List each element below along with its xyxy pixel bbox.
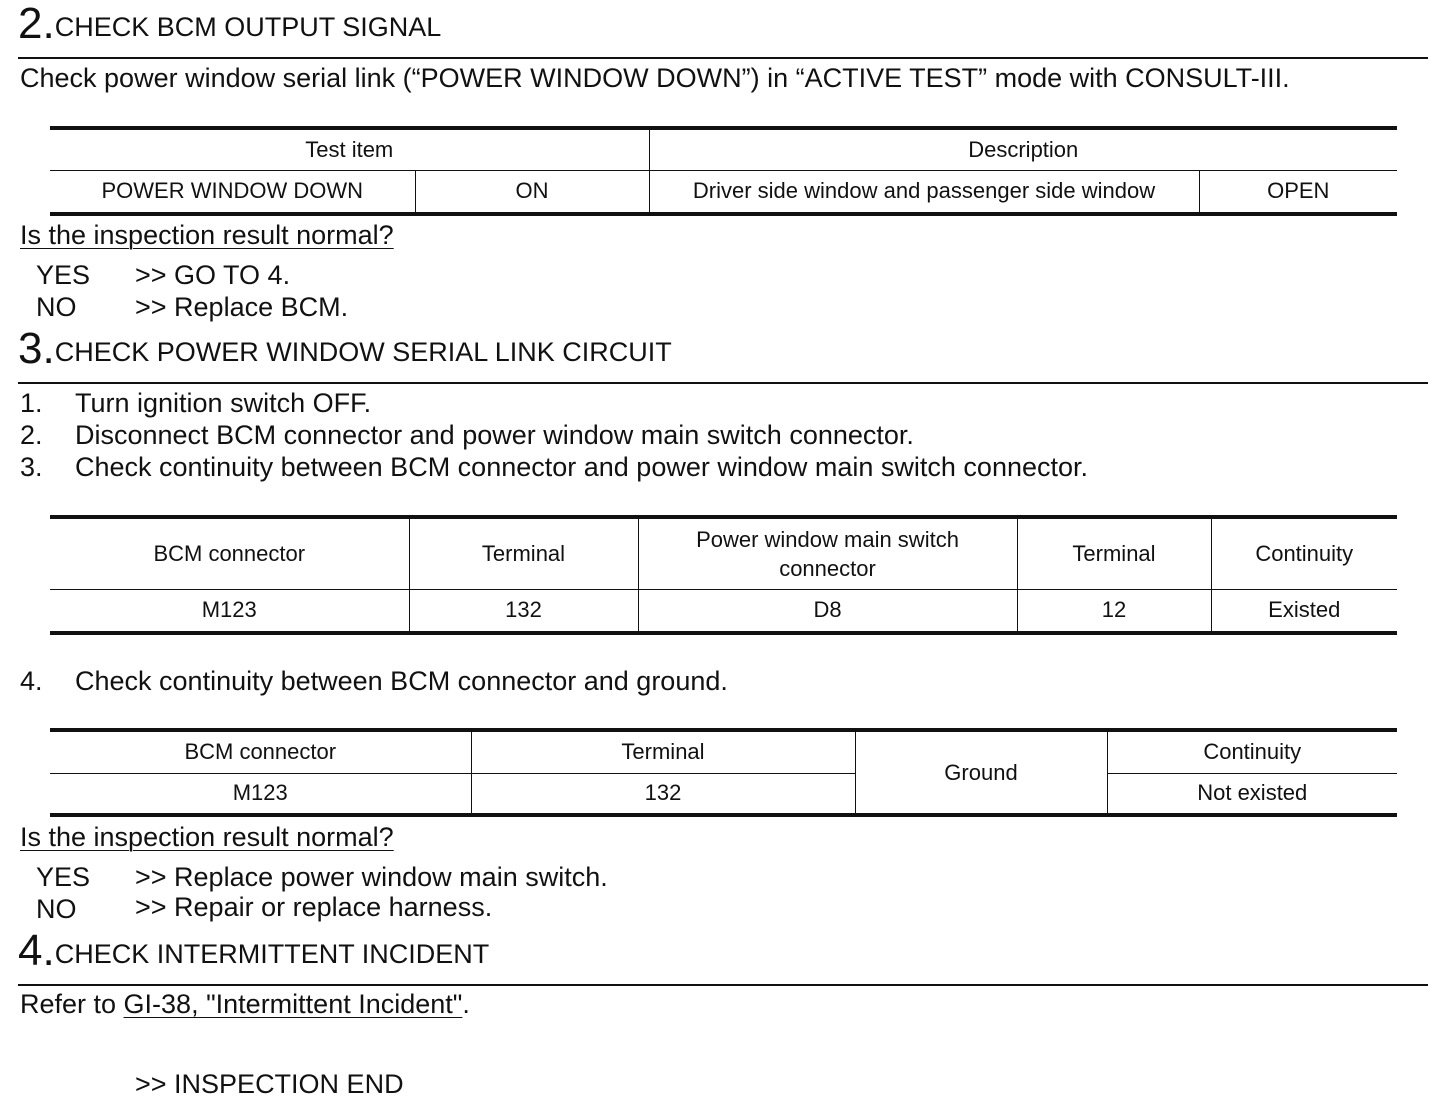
answer-value: >> Replace power window main switch. <box>135 862 608 892</box>
refer-text <box>20 988 470 1020</box>
table-cell: 132 <box>471 773 855 815</box>
answer-key: NO <box>36 292 77 322</box>
table-cell: M123 <box>50 773 471 815</box>
table-header: Terminal <box>1017 517 1211 589</box>
table-header: Terminal <box>409 517 638 589</box>
table-cell: Existed <box>1211 589 1397 633</box>
step-2-instruction: Check power window serial link (“POWER WINDOW DOWN”) in “ACTIVE TEST” mode with CONSULT-III. <box>20 63 1290 93</box>
ground-continuity-table <box>50 728 1397 817</box>
step-2-heading <box>18 2 441 46</box>
step-number: 4. <box>18 926 55 975</box>
answer-value: >> GO TO 4. <box>135 260 291 290</box>
step-3-heading <box>18 324 672 373</box>
divider <box>18 382 1428 384</box>
step-number: 3. <box>18 324 55 373</box>
table-cell: 132 <box>409 589 638 633</box>
table-header: BCM connector <box>50 517 409 589</box>
table-header: Terminal <box>471 730 855 773</box>
table-cell: ON <box>415 170 649 214</box>
reference-link[interactable]: GI-38, "Intermittent Incident" <box>123 989 463 1019</box>
list-text: Check continuity between BCM connector and power window main switch connector. <box>75 452 1089 482</box>
table-cell: OPEN <box>1199 170 1397 214</box>
inspection-question: Is the inspection result normal? <box>20 220 394 250</box>
table-header: Continuity <box>1107 730 1397 773</box>
answer-key: NO <box>36 894 77 924</box>
table-header: Continuity <box>1211 517 1397 589</box>
refer-suffix: . <box>462 989 470 1019</box>
answer-value: >> Repair or replace harness. <box>135 892 493 922</box>
divider <box>18 984 1428 986</box>
table-cell: POWER WINDOW DOWN <box>50 170 415 214</box>
table-header: BCM connector <box>50 730 471 773</box>
table-cell: D8 <box>638 589 1017 633</box>
table-cell: 12 <box>1017 589 1211 633</box>
continuity-table <box>50 515 1397 635</box>
answer-key: YES <box>36 862 91 892</box>
list-item <box>0 419 1300 451</box>
list-text: Check continuity between BCM connector and ground. <box>75 666 728 696</box>
list-text: Turn ignition switch OFF. <box>75 388 372 418</box>
step-title: CHECK INTERMITTENT INCIDENT <box>54 939 490 969</box>
step-title: CHECK POWER WINDOW SERIAL LINK CIRCUIT <box>54 337 672 367</box>
list-number: 2. <box>20 420 43 450</box>
answer-value: >> Replace BCM. <box>135 292 349 322</box>
refer-prefix: Refer to <box>20 989 124 1019</box>
list-item <box>0 665 1300 697</box>
inspection-end: >> INSPECTION END <box>135 1069 404 1099</box>
step-number: 2. <box>18 0 55 48</box>
table-cell: Driver side window and passenger side window <box>649 170 1199 214</box>
table-header: Description <box>649 128 1397 170</box>
list-number: 1. <box>20 388 43 418</box>
list-number: 4. <box>20 666 43 696</box>
table-cell: Not existed <box>1107 773 1397 815</box>
step-title: CHECK BCM OUTPUT SIGNAL <box>54 12 442 42</box>
step-4-heading <box>18 926 490 975</box>
table-header: Ground <box>855 730 1107 815</box>
inspection-question: Is the inspection result normal? <box>20 822 394 852</box>
active-test-table <box>50 126 1397 216</box>
table-cell: M123 <box>50 589 409 633</box>
table-header: Power window main switch connector <box>638 517 1017 589</box>
list-item <box>0 451 1300 483</box>
table-header: Test item <box>50 128 649 170</box>
answer-key: YES <box>36 260 91 290</box>
divider <box>18 57 1428 59</box>
list-text: Disconnect BCM connector and power window main switch connector. <box>75 420 914 450</box>
list-item <box>0 387 1300 419</box>
list-number: 3. <box>20 452 43 482</box>
